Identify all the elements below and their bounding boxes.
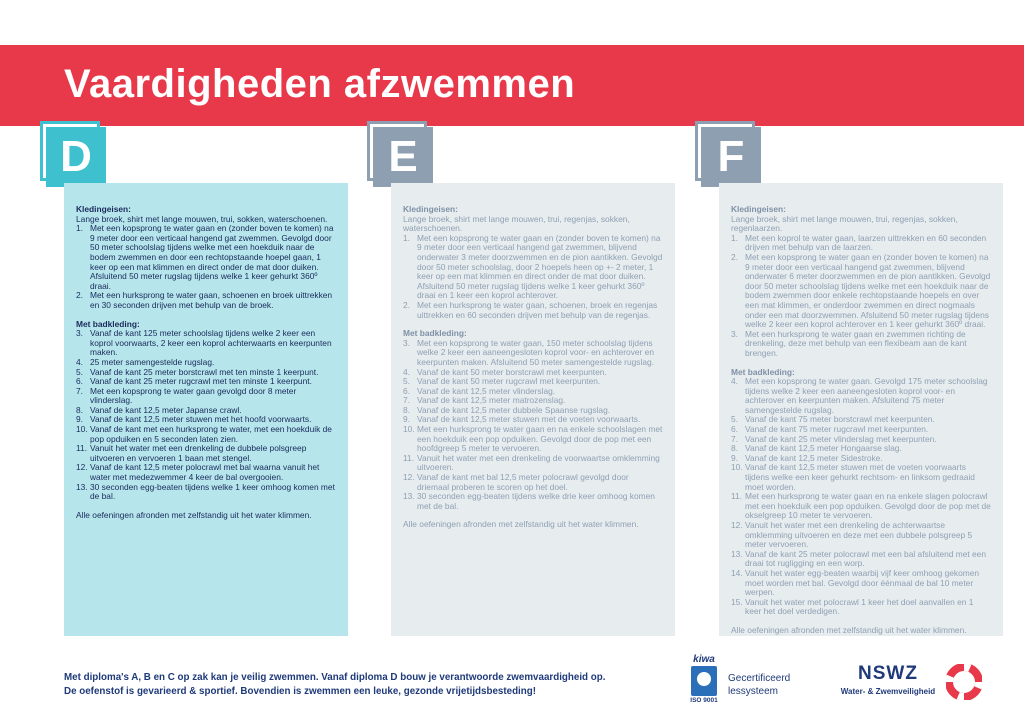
exercise-text: Vanaf de kant 25 meter polocrawl met een bal afsluitend met een draai tot rugligging en een worp. (745, 548, 987, 569)
exercise-number: 9. (403, 414, 410, 425)
nswz-subtitle: Water- & Zwemveiligheid (840, 687, 936, 696)
footer-line-1: Met diploma's A, B en C op zak kan je veilig zwemmen. Vanaf diploma D bouw je verantwoorde zwemvaardigheid op. (64, 672, 606, 683)
exercise-number: 5. (403, 376, 410, 387)
exercise-number: 13. (731, 548, 743, 559)
exercise-item (731, 463, 991, 492)
swimwear-heading: Met badkleding: (76, 318, 140, 329)
exercise-text: Met een hurksprong te water gaan en zwemmen richting de drenkeling, deze met behulp van een flexibeam aan de kant brengen. (745, 328, 967, 358)
exercise-number: 13. (403, 491, 415, 502)
closing-note: Alle oefeningen afronden met zelfstandig uit het water klimmen. (403, 519, 639, 530)
exercise-number: 12. (76, 462, 88, 473)
exercise-item (403, 492, 663, 511)
exercise-number: 14. (731, 567, 743, 578)
exercise-number: 9. (76, 414, 83, 425)
exercise-number: 7. (76, 385, 83, 396)
exercise-number: 11. (731, 491, 743, 502)
exercise-text: Met een koprol te water gaan, laarzen uittrekken en 60 seconden drijven met behulp van de laarzen. (745, 232, 987, 253)
exercise-number: 10. (731, 462, 743, 473)
exercise-text: Met een kopsprong te water gaan. Gevolgd 175 meter schoolslag tijdens welke 2 keer een aaneengesloten koprol voor- en achterover en keerpunten maken. Afsluitend 75 meter samengestelde rugslag. (745, 376, 988, 415)
kiwa-emblem (691, 666, 717, 696)
exercise-item (403, 473, 663, 492)
exercise-number: 6. (403, 385, 410, 396)
exercise-number: 6. (731, 424, 738, 435)
exercise-item (403, 454, 663, 473)
nswz-logo (838, 663, 938, 696)
closing-note: Alle oefeningen afronden met zelfstandig uit het water klimmen. (76, 509, 312, 520)
exercise-text: Vanaf de kant 25 meter rugcrawl met ten minste 1 keerpunt. (90, 376, 312, 387)
certified-text (728, 672, 790, 698)
clothing-exercise-list (403, 234, 663, 320)
exercise-number: 3. (731, 328, 738, 339)
exercise-text: Met een kopsprong te water gaan, 150 meter schoolslag tijdens welke 2 keer een aaneengesloten koprol voor- en achterover en keerpunten maken. Afsluitend 50 meter samengestelde rugslag. (417, 337, 654, 367)
exercise-text: Vanuit het water met een drenkeling de dubbele polsgreep uitvoeren en vervoeren 1 baan met stengel. (90, 443, 307, 463)
exercise-text: 30 seconden egg-beaten tijdens welke drie keer omhoog komen met de bal. (417, 491, 655, 511)
footer-line-2: De oefenstof is gevarieerd & sportief. Bovendien is zwemmen een leuke, gezonde vrijetijdsbesteding! (64, 686, 537, 697)
swimwear-heading: Met badkleding: (403, 328, 467, 339)
exercise-number: 12. (403, 472, 415, 483)
panel-diploma-d (64, 183, 348, 636)
exercise-item (731, 253, 991, 330)
exercise-number: 4. (731, 376, 738, 387)
exercise-item (731, 492, 991, 521)
exercise-text: Vanuit het water met een drenkeling de achterwaartse omklemming uitvoeren en deze met een dubbele polsgreep 5 meter vervoeren. (745, 520, 973, 550)
exercise-text: Vanaf de kant met een hurksprong te water, met een hoekduik de pop opduiken en 5 seconden laten zien. (90, 424, 332, 444)
exercise-text: 25 meter samengestelde rugslag. (90, 356, 215, 367)
letter-f-badge: F (701, 127, 761, 187)
letter-e-badge: E (373, 127, 433, 187)
exercise-text: Vanaf de kant 25 meter vlinderslag met keerpunten. (745, 433, 937, 444)
exercise-number: 3. (403, 337, 410, 348)
kiwa-logo (686, 654, 722, 710)
exercise-text: Met een kopsprong te water gaan en (zonder boven te komen) na 9 meter door een verticaal hangend gat zwemmen, blijvend onderwater 6 meter doorzwemmen en de pion aantikken. Gevolgd door 50 meter schoolslag tijdens welke met een hoekduik naar de bodem zwemmen door enkele rechtopstaande hoepels en over een mat klimmen, er onderdoor zwemmen en direct nogmaals onder een mat doorzwemmen. Afsluitend 50 meter rugslag tijdens welke 2 keer een koprol achterover en 1 keer gehurkt 360º draai. (745, 251, 991, 330)
exercise-item (76, 483, 336, 502)
exercise-text: Vanaf de kant 12,5 meter Sidestroke. (745, 452, 883, 463)
exercise-item (731, 234, 991, 253)
exercise-number: 11. (76, 443, 88, 454)
exercise-number: 4. (76, 356, 83, 367)
exercise-item (731, 550, 991, 569)
clothing-exercise-list (76, 224, 336, 310)
lifebuoy-icon (946, 664, 982, 700)
letter-d-badge: D (46, 127, 106, 187)
exercise-number: 13. (76, 481, 88, 492)
exercise-item (403, 339, 663, 368)
exercise-number: 15. (731, 596, 743, 607)
exercise-number: 1. (731, 232, 738, 243)
clothing-heading: Kledingeisen: (76, 204, 131, 214)
exercise-number: 8. (403, 404, 410, 415)
exercise-item (731, 598, 991, 617)
exercise-text: Vanaf de kant 12,5 meter stuwen met de voeten voorwaarts tijdens welke een keer gehurkt rechtsom- en linksom gedraaid moet worden. (745, 462, 975, 492)
exercise-text: Met een hurksprong te water gaan, schoenen en broek uittrekken en 30 seconden drijven met behulp van de broek. (90, 290, 333, 310)
exercise-number: 3. (76, 328, 83, 339)
exercise-text: Met een hurksprong te water gaan, schoenen, broek en regenjas uittrekken en 60 seconden drijven met behulp van de regenjas. (417, 299, 658, 320)
exercise-number: 2. (731, 251, 738, 262)
exercise-text: Vanaf de kant 12,5 meter Japanse crawl. (90, 404, 242, 415)
exercise-item (731, 569, 991, 598)
exercise-item (731, 521, 991, 550)
exercise-number: 1. (403, 232, 410, 243)
exercise-text: Met een kopsprong te water gaan gevolgd door 8 meter vlinderslag. (90, 385, 297, 406)
exercise-number: 2. (403, 299, 410, 310)
exercise-item (403, 301, 663, 320)
kiwa-iso-label: ISO 9001 (690, 697, 718, 704)
swimwear-exercise-list (731, 377, 991, 617)
exercise-item (76, 444, 336, 463)
exercise-number: 10. (76, 424, 88, 435)
exercise-number: 9. (731, 452, 738, 463)
exercise-number: 12. (731, 520, 743, 530)
exercise-item (76, 387, 336, 406)
exercise-text: 30 seconden egg-beaten tijdens welke 1 keer omhoog komen met de bal. (90, 481, 335, 502)
exercise-text: Vanuit het water met een drenkeling de voorwaartse omklemming uitvoeren. (417, 452, 660, 473)
exercise-number: 6. (76, 376, 83, 387)
cert-line-1: Gecertificeerd (728, 673, 791, 684)
exercise-item (76, 463, 336, 482)
exercise-text: Vanaf de kant 50 meter rugcrawl met keerpunten. (417, 376, 601, 387)
exercise-number: 1. (76, 223, 83, 234)
exercise-text: Vanuit het water met polocrawl 1 keer het doel aanvallen en 1 keer het doel verdedigen. (745, 596, 974, 617)
exercise-number: 5. (731, 414, 738, 425)
exercise-text: Vanaf de kant 12,5 meter polocrawl met bal waarna vanuit het water met medezwemmer 4 keer de bal overgooien. (90, 462, 320, 483)
exercise-number: 8. (76, 404, 83, 415)
clothing-heading: Kledingeisen: (731, 204, 786, 214)
cert-line-2: lessysteem (728, 686, 779, 697)
kiwa-label: kiwa (693, 654, 715, 665)
exercise-item (76, 329, 336, 358)
clothing-heading: Kledingeisen: (403, 204, 458, 214)
exercise-text: Vanaf de kant 50 meter borstcrawl met keerpunten. (417, 366, 607, 377)
exercise-text: Vanaf de kant 12,5 meter matrozenslag. (417, 395, 566, 406)
exercise-text: Met een kopsprong te water gaan en (zonder boven te komen) na 9 meter door een verticaal hangend gat zwemmen, blijvend onderwater 3 meter doorzwemmen en de pion aantikken. Gevolgd door 50 meter schoolslag, door 2 hoepels heen op +- 2 meter, 1 keer op een mat klimmen en direct onder de mat door duiken. Afsluitend 50 meter rugslag tijdens welke 1 keer gehurkt 360º draai en 1 keer een koprol achterover. (417, 232, 663, 301)
page-title: Vaardigheden afzwemmen (64, 62, 576, 106)
exercise-number: 5. (76, 366, 83, 377)
exercise-text: Met een hurksprong te water gaan en na enkele slagen polocrawl met een hoekduik een pop opduiken. Gevolgd door de pop met de okselgreep 10 meter te vervoeren. (745, 491, 991, 521)
exercise-number: 7. (731, 433, 738, 444)
exercise-text: Vanaf de kant 125 meter schoolslag tijdens welke 2 keer een koprol voorwaarts, 2 keer een koprol achterwaarts en keerpunten maken. (90, 328, 332, 358)
swimwear-exercise-list (76, 329, 336, 502)
exercise-text: Met een hurksprong te water gaan en na enkele schoolslagen met een hoekduik een pop opduiken. Gevolgd door de pop met een hoofdgreep 5 meter te vervoeren. (417, 424, 663, 454)
exercise-item (731, 377, 991, 415)
exercise-text: Vanaf de kant 12,5 meter Hongaarse slag. (745, 443, 902, 454)
exercise-text: Vanaf de kant 12,5 meter stuwen met het hoofd voorwaarts. (90, 414, 312, 425)
exercise-item (731, 330, 991, 359)
exercise-text: Vanuit het water egg-beaten waarbij vijf keer omhoog gekomen moet worden met bal. Gevolgd door éénmaal de bal 10 meter werpen. (745, 567, 980, 598)
exercise-number: 7. (403, 395, 410, 406)
exercise-text: Vanaf de kant 75 meter borstcrawl met keerpunten. (745, 414, 935, 425)
exercise-number: 4. (403, 366, 410, 377)
exercise-number: 8. (731, 443, 738, 454)
swimwear-exercise-list (403, 339, 663, 512)
nswz-wordmark: NSWZ (858, 663, 918, 684)
panel-diploma-f (719, 183, 1003, 636)
clothing-exercise-list (731, 234, 991, 359)
exercise-number: 2. (76, 290, 83, 301)
exercise-number: 11. (403, 452, 415, 463)
exercise-text: Met een kopsprong te water gaan en (zonder boven te komen) na 9 meter door een verticaal hangend gat zwemmen. Gevolgd door 50 meter schoolslag tijdens welke met een hoekduik naar de bodem zwemmen en door een rechtopstaande hoepel gaan, 1 keer op een mat klimmen en direct onder de mat door duiken. Afsluitend 50 meter rugslag tijdens welke 1 keer gehurkt 360º draai. (90, 223, 334, 291)
clothing-requirements: Lange broek, shirt met lange mouwen, trui, sokken, waterschoenen. (76, 213, 328, 224)
footer-text (64, 671, 664, 699)
exercise-item (403, 234, 663, 301)
closing-note: Alle oefeningen afronden met zelfstandig uit het water klimmen. (731, 624, 967, 635)
exercise-item (76, 425, 336, 444)
exercise-item (403, 425, 663, 454)
exercise-number: 10. (403, 424, 415, 435)
kiwa-bird-icon (697, 672, 711, 686)
exercise-text: Vanaf de kant 12,5 meter stuwen met de voeten voorwaarts. (417, 414, 641, 425)
exercise-text: Vanaf de kant met bal 12,5 meter polocrawl gevolgd door driemaal proberen te scoren op het doel. (417, 472, 629, 492)
exercise-text: Vanaf de kant 75 meter rugcrawl met keerpunten. (745, 424, 929, 435)
clothing-requirements: Lange broek, shirt met lange mouwen, trui, regenjas, sokken, waterschoenen. (403, 213, 630, 234)
swimwear-heading: Met badkleding: (731, 366, 795, 377)
panel-diploma-e (391, 183, 675, 636)
exercise-text: Vanaf de kant 25 meter borstcrawl met ten minste 1 keerpunt. (90, 366, 319, 377)
exercise-item (76, 224, 336, 291)
clothing-requirements: Lange broek, shirt met lange mouwen, trui, regenjas, sokken, regenlaarzen. (731, 213, 958, 234)
exercise-text: Vanaf de kant 12,5 meter vlinderslag. (417, 385, 556, 396)
exercise-item (76, 291, 336, 310)
exercise-text: Vanaf de kant 12,5 meter dubbele Spaanse rugslag. (417, 404, 611, 415)
